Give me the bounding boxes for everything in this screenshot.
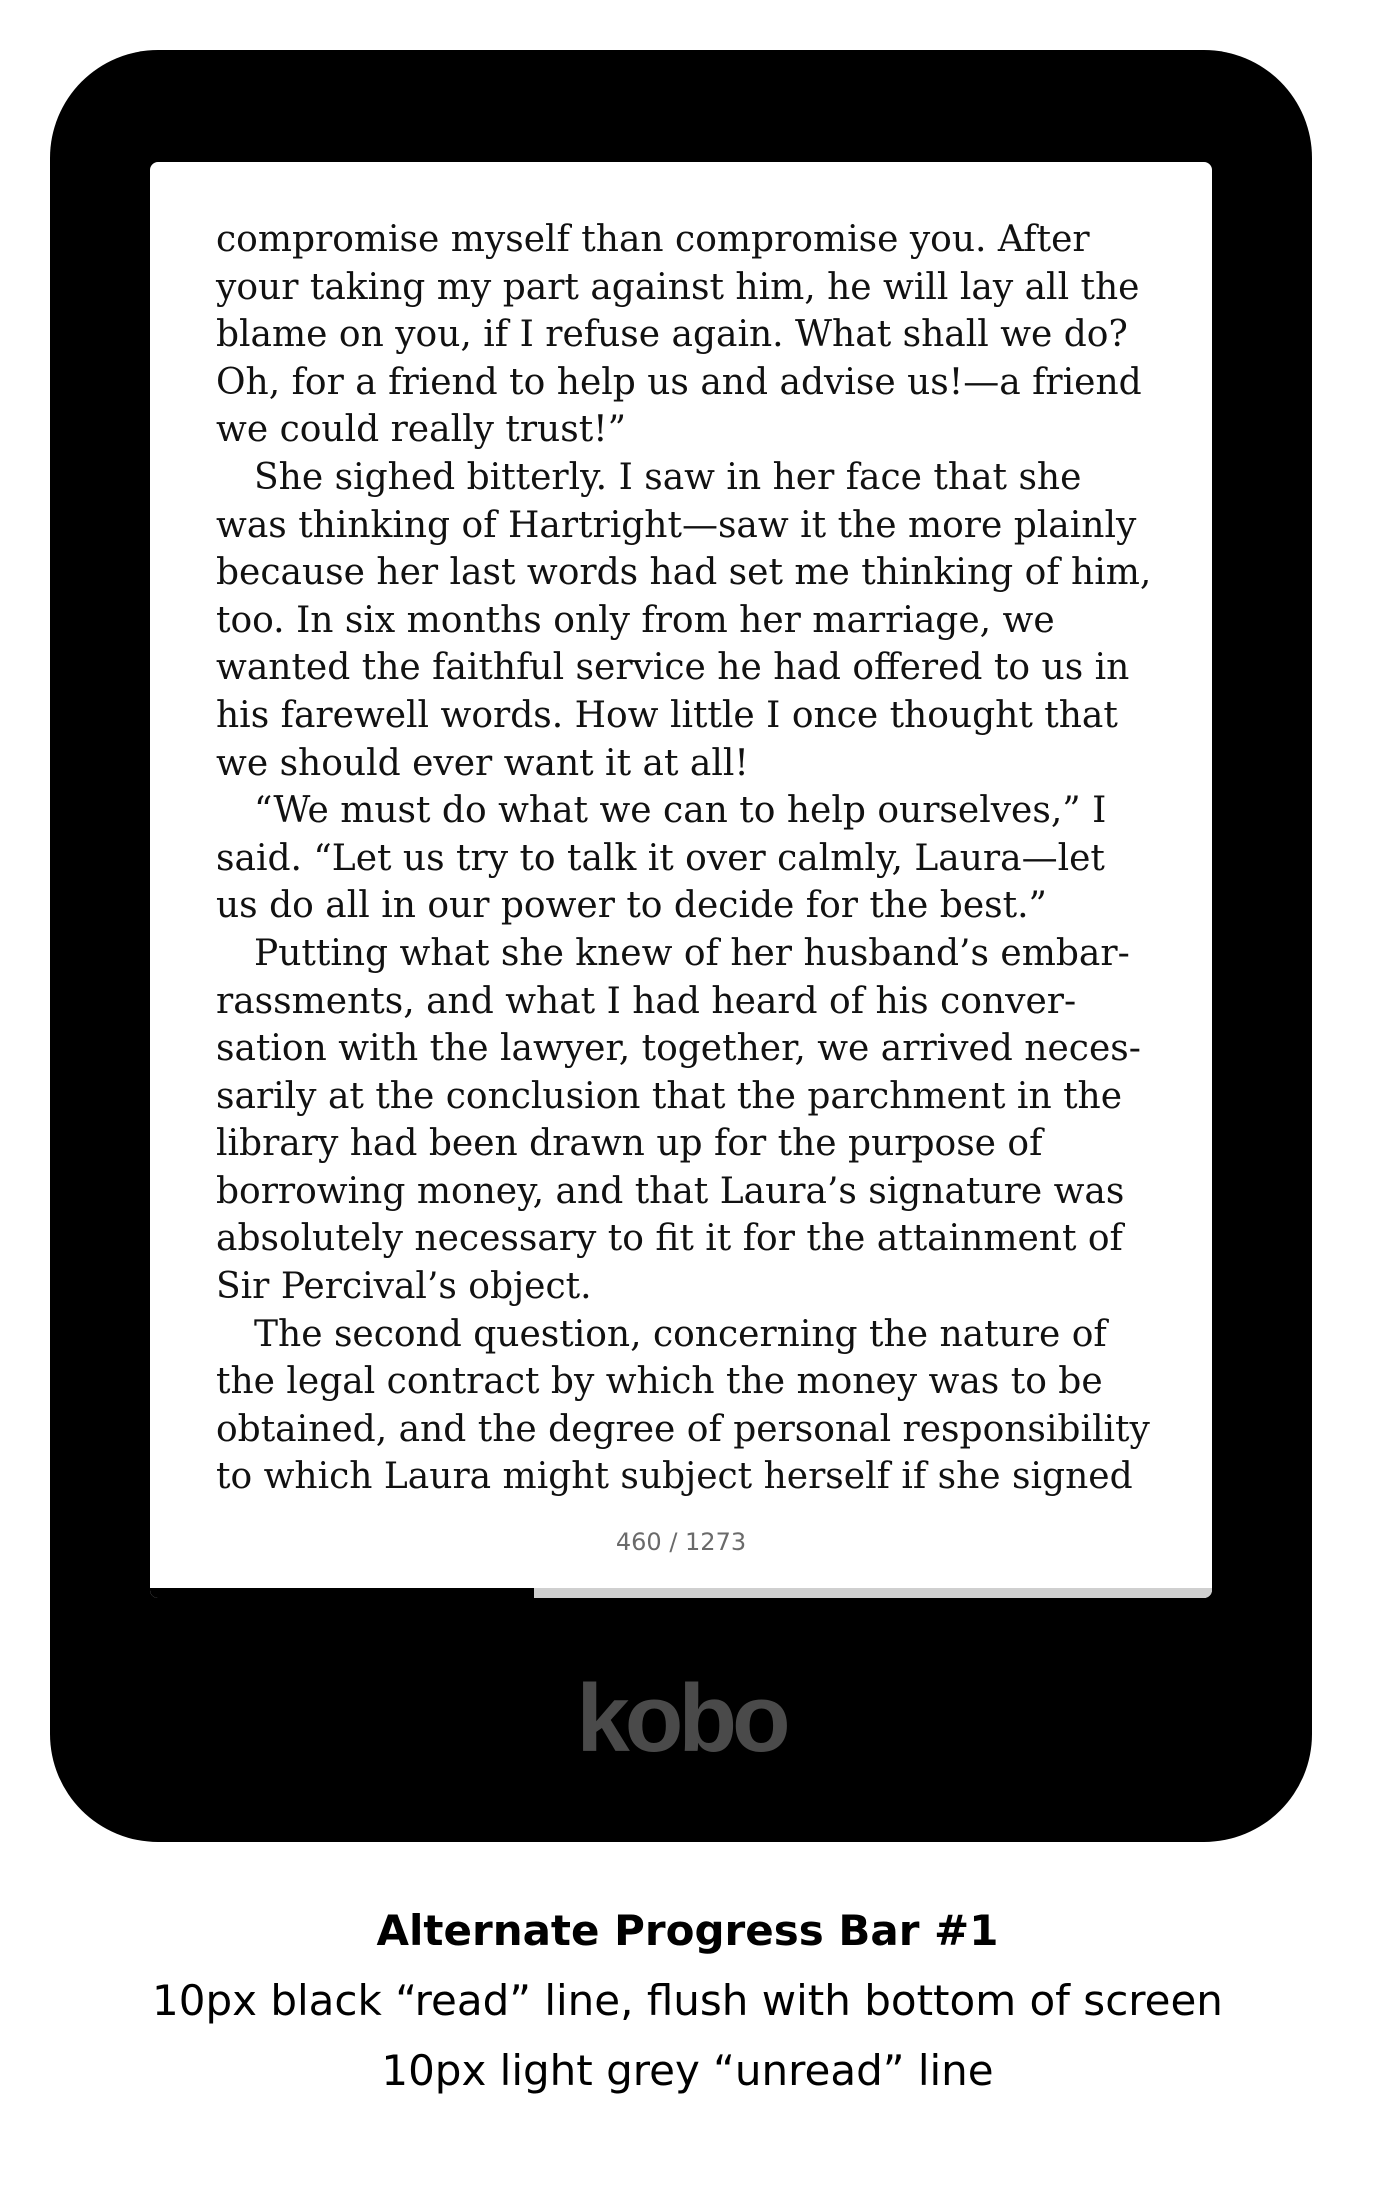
caption	[0, 1896, 1375, 2106]
ereader-device	[50, 50, 1312, 1842]
paragraph: The second question, concerning the nature of the legal contract by which the money was to be obtained, and the degree of personal responsibility to which Laura might subject herself if she signed	[216, 1313, 1150, 1498]
paragraph: compromise myself than compromise you. After your taking my part against him, he will lay all the blame on you, if I refuse again. What shall we do? Oh, for a friend to help us and advise us!—a friend we could really trust!”	[216, 219, 1142, 451]
book-page-text	[216, 216, 1156, 1501]
paragraph: “We must do what we can to help ourselves,” I said. “Let us try to talk it over calmly, Laura—let us do all in our power to decide for the best.”	[216, 790, 1107, 927]
progress-bar-unread	[150, 1588, 1212, 1598]
kobo-logo: kobo	[576, 1665, 786, 1772]
caption-title: Alternate Progress Bar #1	[376, 1906, 999, 1955]
paragraph: Putting what she knew of her husband’s embarrassments, and what I had heard of his conversation with the lawyer, together, we arrived necessarily at the conclusion that the parchment in the library had been drawn up for the purpose of borrowing money, and that Laura’s signature was absolutely necessary to fit it for the attainment of Sir Percival’s object.	[216, 932, 1141, 1308]
caption-line-1: 10px black “read” line, flush with bottom of screen	[152, 1976, 1223, 2025]
caption-line-2: 10px light grey “unread” line	[381, 2046, 994, 2095]
ereader-screen[interactable]	[150, 162, 1212, 1598]
paragraph: She sighed bitterly. I saw in her face that she was thinking of Hartright—saw it the more plainly because her last words had set me thinking of him, too. In six months only from her marriage, we wanted the faithful service he had offered to us in his farewell words. How little I once thought that we should ever want it at all!	[216, 456, 1152, 784]
progress-bar-read	[150, 1588, 534, 1598]
page-number: 460 / 1273	[615, 1528, 747, 1556]
